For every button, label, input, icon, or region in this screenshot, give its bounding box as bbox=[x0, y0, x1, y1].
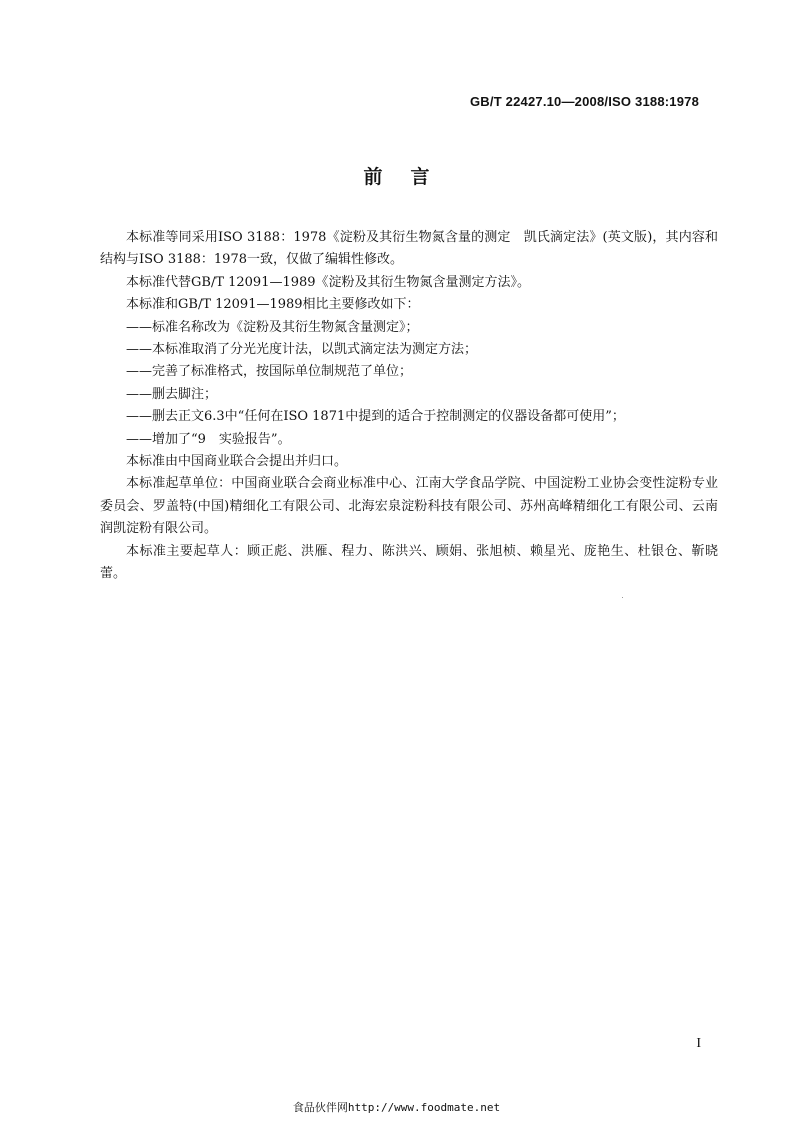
paragraph-proposer: 本标准由中国商业联合会提出并归口。 bbox=[126, 454, 348, 470]
foreword-body bbox=[100, 227, 718, 586]
footer-watermark: 食品伙伴网http://www.foodmate.net bbox=[292, 1101, 501, 1114]
paragraph-adoption: 本标准等同采用ISO 3188：1978《淀粉及其衍生物氮含量的测定 凯氏滴定法》(英文版)，其内容和结构与ISO 3188：1978一致，仅做了编辑性修改。 bbox=[100, 230, 718, 268]
change-item: ——删去正文6.3中“任何在ISO 1871中提到的适合于控制测定的仪器设备都可使用”； bbox=[126, 409, 625, 425]
change-item: ——增加了“9 实验报告”。 bbox=[126, 431, 291, 447]
page-title: 前言 bbox=[363, 166, 458, 188]
change-item: ——标准名称改为《淀粉及其衍生物氮含量测定》； bbox=[126, 319, 419, 335]
change-item: ——本标准取消了分光光度计法，以凯式滴定法为测定方法； bbox=[126, 342, 478, 358]
scan-speck bbox=[622, 597, 623, 598]
paragraph-drafting-units: 本标准起草单位：中国商业联合会商业标准中心、江南大学食品学院、中国淀粉工业协会变性淀粉专业委员会、罗盖特(中国)精细化工有限公司、北海宏泉淀粉科技有限公司、苏州高峰精细化工有限公司、云南润凯淀粉有限公司。 bbox=[100, 476, 718, 537]
paragraph-drafters: 本标准主要起草人：顾正彪、洪雁、程力、陈洪兴、顾娟、张旭桢、赖星光、庞艳生、杜银仓、靳晓蕾。 bbox=[100, 543, 718, 582]
change-item: ——删去脚注； bbox=[126, 386, 218, 402]
change-item: ——完善了标准格式，按国际单位制规范了单位； bbox=[126, 364, 413, 380]
standard-code-header: GB/T 22427.10—2008/ISO 3188:1978 bbox=[470, 94, 699, 109]
paragraph-changes-intro: 本标准和GB/T 12091—1989相比主要修改如下： bbox=[126, 297, 420, 313]
page-number: I bbox=[696, 1036, 701, 1051]
paragraph-replaces: 本标准代替GB/T 12091—1989《淀粉及其衍生物氮含量测定方法》。 bbox=[126, 274, 531, 290]
